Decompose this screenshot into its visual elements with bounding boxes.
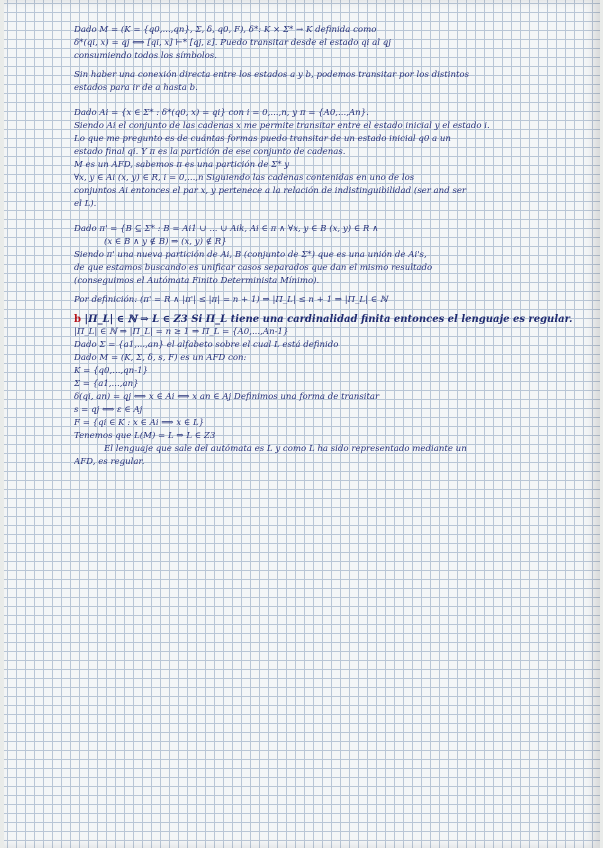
note-line: δ*(qi, x) = qj ⟺ [qi, x] ⊢* [qj, ε]. Puedo transitar desde el estado qi al qj	[74, 38, 391, 48]
note-line: Σ = {a1,...,an}	[74, 379, 139, 389]
note-line: F = {qi ∈ K : x ∈ Ai ⟹ x ∈ L}	[74, 418, 205, 428]
note-line: |Π_L| ∈ ℕ ⇒ |Π_L| = n ≥ 1 ⇒ Π_L = {A0,...,An-1}	[74, 327, 289, 337]
note-line: Dado Σ = {a1,...,an} el alfabeto sobre el cual L está definido	[74, 340, 339, 350]
note-line: Sin haber una conexión directa entre los estados a y b, podemos transitar por los distintos	[74, 70, 470, 80]
note-line-text: |Π_L| ∈ ℕ ⇒ L ∈ Z3 Si Π_L tiene una cardinalidad finita entonces el lenguaje es regular.	[84, 314, 573, 325]
section-marker-b: b	[74, 314, 85, 325]
note-line: Siendo Ai el conjunto de las cadenas x me permite transitar entre el estado inicial y el estado i.	[74, 121, 490, 131]
note-line: conjuntos Ai entonces el par x, y pertenece a la relación de indistinguibilidad (ser and ser	[74, 186, 467, 196]
note-line: K = {q0,...,qn-1}	[74, 366, 149, 376]
note-line: Dado M = (K, Σ, δ, s, F) es un AFD con:	[74, 353, 247, 363]
note-line: s = qj ⟺ ε ∈ Aj	[74, 405, 143, 415]
note-line: Dado M = (K = {q0,...,qn}, Σ, δ, q0, F), δ*: K × Σ* → K definida como	[74, 25, 377, 35]
note-line: Por definición: (π' = R ∧ |π'| ≤ |π| = n + 1) ⇒ |Π_L| ≤ n + 1 ⇒ |Π_L| ∈ ℕ	[74, 295, 388, 305]
note-line: AFD, es regular.	[74, 457, 145, 467]
note-line: consumiendo todos los símbolos.	[74, 51, 217, 61]
handwritten-notes	[74, 24, 594, 469]
note-line: Dado Ai = {x ∈ Σ* : δ*(q0, x) = qi} con i = 0,...,n, y π = {A0,...,An}.	[74, 108, 369, 118]
note-line: M es un AFD, sabemos π es una partición de Σ* y	[74, 160, 290, 170]
note-line	[74, 313, 594, 326]
note-line: (conseguimos el Autómata Finito Determinista Mínimo).	[74, 276, 320, 286]
note-line: de que estamos buscando es unificar casos separados que dan el mismo resultado	[74, 263, 433, 273]
note-line: el L).	[74, 199, 97, 209]
note-line: (x ∈ B ∧ y ∉ B) ⇒ (x, y) ∉ R}	[104, 237, 227, 247]
note-line: estados para ir de a hasta b.	[74, 83, 198, 93]
note-line: El lenguaje que sale del autómata es L y como L ha sido representado mediante un	[104, 444, 467, 454]
note-line: Lo que me pregunto es de cuántas formas puedo transitar de un estado inicial q0 a un	[74, 134, 451, 144]
note-line: δ(qi, an) = qj ⟺ x ∈ Ai ⟺ x an ∈ Aj Definimos una forma de transitar	[74, 392, 380, 402]
note-line: Dado π' = {B ⊆ Σ* : B = Ai1 ∪ ... ∪ Aik, Ai ∈ π ∧ ∀x, y ∈ B (x, y) ∈ R ∧	[74, 224, 379, 234]
note-line: Siendo π' una nueva partición de Ai, B (conjunto de Σ*) que es una unión de Ai's,	[74, 250, 427, 260]
note-line: estado final qi. Y π es la partición de ese conjunto de cadenas.	[74, 147, 346, 157]
note-line: ∀x, y ∈ Ai (x, y) ∈ R, i = 0,...,n Siguiendo las cadenas contenidas en uno de los	[74, 173, 415, 183]
grid-paper-page	[4, 0, 600, 848]
note-line: Tenemos que L(M) = L ⇒ L ∈ Z3	[74, 431, 216, 441]
